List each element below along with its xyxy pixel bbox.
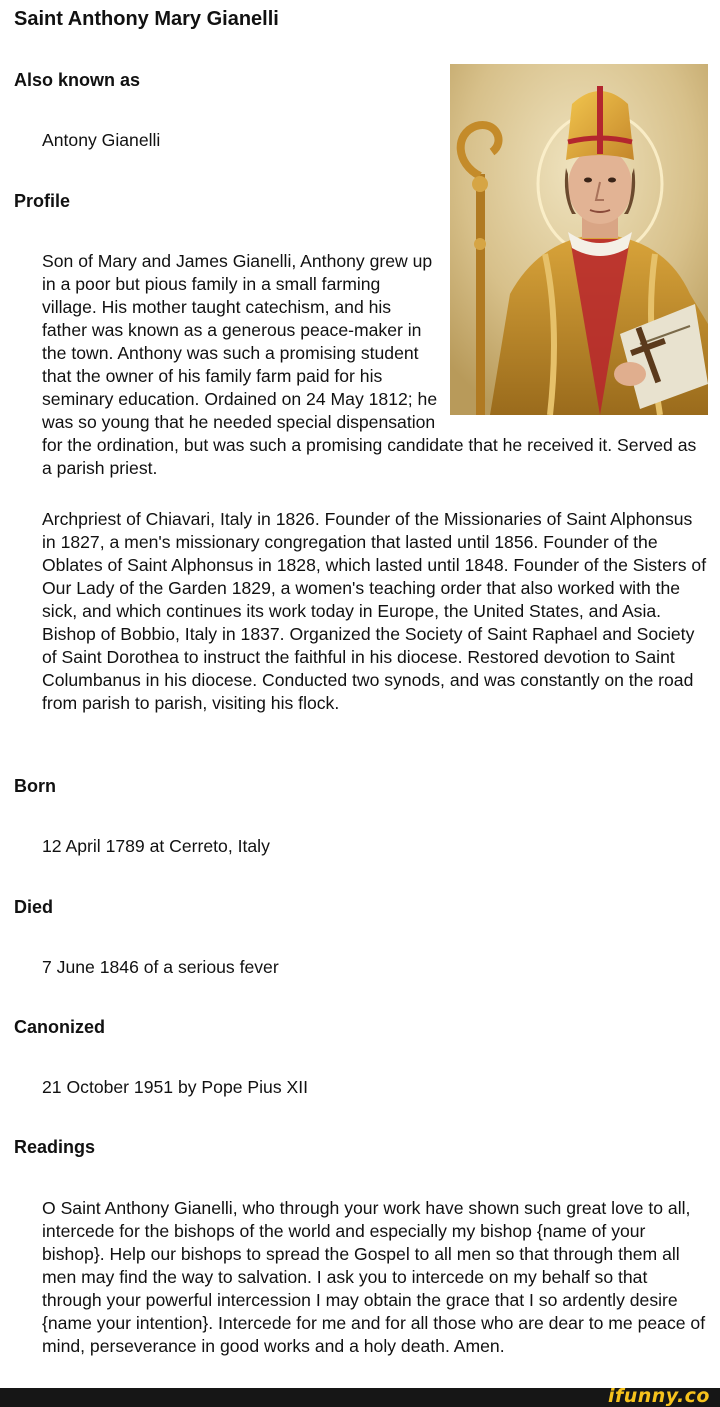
also-known-as-text: Antony Gianelli (42, 130, 161, 150)
watermark-bar (0, 1385, 720, 1407)
readings-text: O Saint Anthony Gianelli, who through your work have shown such great love to all, intercede for the bishops of the world and especially my bishop {name of your bishop}. Help our bishops to spread the Gospel to all men so that through them all men may find the way to salvation. I ask you to intercede on my behalf so that through your powerful intercession I may obtain the grace that I so ardently desire {name your intention}. Intercede for me and for all those who are dear to me peace of mind, perseverance in good works and a holy death. Amen. (42, 1198, 706, 1356)
profile-paragraph-1-text: Son of Mary and James Gianelli, Anthony grew up in a poor but pious family in a small farming village. His mother taught catechism, and his father was known as a generous peace-maker in the town. Anthony was such a promising student that the owner of his family farm paid for his seminary education. Ordained on 24 May 1812; he was so young that he needed special dispensation for the ordination, but was such a promising candidate that he received it. Served as a parish priest. (42, 251, 697, 478)
heading-canonized: Canonized (14, 1017, 106, 1037)
profile-paragraph-2: Archpriest of Chiavari, Italy in 1826. Founder of the Missionaries of Saint Alphonsus in 1827, a men's missionary congregation that lasted until 1856. Founder of the Oblates of Saint Alphonsus in 1828, which lasted until 1848. Founder of the Sisters of Our Lady of the Garden 1829, a women's teaching order that also worked with the sick, and which continues its work today in Europe, the United States, and Asia. Bishop of Bobbio, Italy in 1837. Organized the Society of Saint Raphael and Society of Saint Dorothea to instruct the faithful in his diocese. Restored devotion to Saint Columbanus in his diocese. Conducted two synods, and was constantly on the road from parish to parish, visiting his flock. (42, 509, 707, 713)
born-text: 12 April 1789 at Cerreto, Italy (42, 836, 270, 856)
heading-profile: Profile (14, 191, 71, 211)
portrait-float-spacer (444, 250, 702, 420)
ifunny-watermark-logo: ifunny.co (607, 1385, 710, 1407)
heading-died: Died (14, 897, 54, 917)
heading-also-known-as: Also known as (14, 70, 141, 90)
profile-paragraph-1 (42, 250, 702, 480)
canonized-text: 21 October 1951 by Pope Pius XII (42, 1077, 309, 1097)
page-title: Saint Anthony Mary Gianelli (14, 8, 279, 30)
heading-readings: Readings (14, 1137, 96, 1157)
heading-born: Born (14, 776, 56, 796)
died-text: 7 June 1846 of a serious fever (42, 957, 279, 977)
